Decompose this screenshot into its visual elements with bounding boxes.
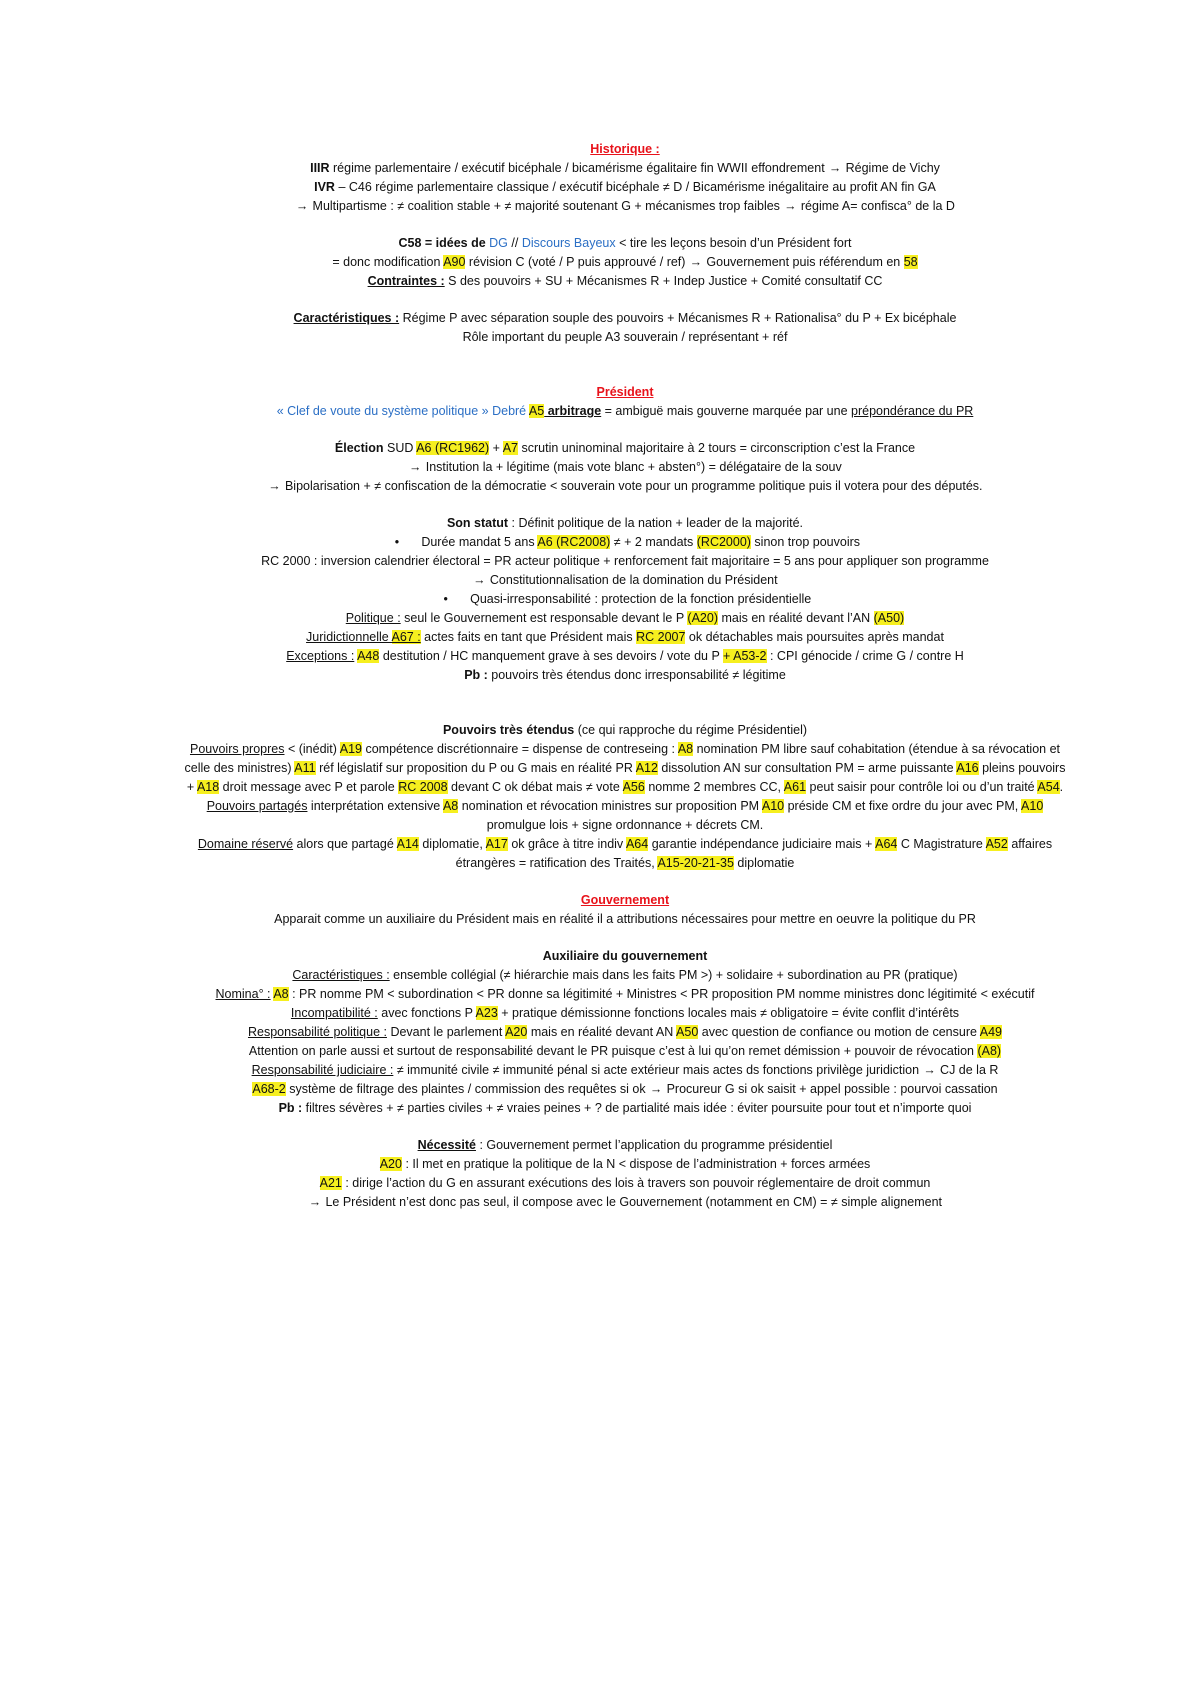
historique-line-1: IIIR régime parlementaire / exécutif bicéphale / bicamérisme égalitaire fin WWII effondrement → Régime de Vichy bbox=[180, 159, 1070, 178]
gouvernement-line-11: A20 : Il met en pratique la politique de la N < dispose de l’administration + forces armées bbox=[379, 1157, 871, 1171]
president-line-5: Son statut : Définit politique de la nation + leader de la majorité. bbox=[446, 516, 804, 530]
gouvernement-line-5: Responsabilité politique : Devant le parlement A20 mais en réalité devant AN A50 avec question de confiance ou motion de censure A49 bbox=[247, 1025, 1002, 1039]
historique-line-6: Contraintes : S des pouvoirs + SU + Mécanismes R + Indep Justice + Comité consultatif CC bbox=[367, 274, 883, 288]
section-title-historique: Historique : bbox=[590, 142, 660, 156]
historique-line-4: C58 = idées de DG // Discours Bayeux < tire les leçons besoin d’un Président fort bbox=[398, 236, 852, 250]
gouvernement-line-3: Nomina° : A8 : PR nomme PM < subordination < PR donne sa légitimité + Ministres < PR proposition PM nomme ministres donc légitimité < exécutif bbox=[215, 987, 1035, 1001]
section-title-president: Président bbox=[596, 385, 654, 399]
gouvernement-subtitle: Auxiliaire du gouvernement bbox=[542, 949, 708, 963]
arrow-right-icon: → bbox=[689, 255, 703, 269]
president-line-13: Pb : pouvoirs très étendus donc irresponsabilité ≠ légitime bbox=[464, 668, 786, 682]
president-line-8: → Constitutionnalisation de la domination du Président bbox=[180, 571, 1070, 590]
bullet-icon: • bbox=[443, 592, 448, 606]
arrow-right-icon: → bbox=[649, 1082, 663, 1096]
president-line-3: → Institution la + légitime (mais vote blanc + absten°) = délégataire de la souv bbox=[180, 458, 1070, 477]
historique-line-3: → Multipartisme : ≠ coalition stable + ≠ majorité soutenant G + mécanismes trop faibles → régime A= confisca° de la D bbox=[180, 197, 1070, 216]
historique-line-8: Rôle important du peuple A3 souverain / représentant + réf bbox=[462, 330, 788, 344]
section-title-gouvernement: Gouvernement bbox=[580, 893, 670, 907]
arrow-right-icon: → bbox=[308, 1195, 322, 1209]
president-line-9: • Quasi-irresponsabilité : protection de la fonction présidentielle bbox=[180, 590, 1070, 609]
pouvoirs-propres-paragraph: Pouvoirs propres < (inédit) A19 compétence discrétionnaire = dispense de contreseing : A8 nomination PM libre sauf cohabitation (étendue à sa révocation et celle des ministres) A11 réf législatif sur proposition du P ou G mais en réalité PR A12 dissolution AN sur consultation PM = arme puissante A16 pleins pouvoirs + A18 droit message avec P et parole RC 2008 devant C ok débat mais ≠ vote A56 nomme 2 membres CC, A61 peut saisir pour contrôle loi ou d’un traité A54. bbox=[184, 742, 1066, 794]
arrow-right-icon: → bbox=[473, 573, 486, 587]
president-line-1: « Clef de voute du système politique » Debré A5 arbitrage = ambiguë mais gouverne marquée par une prépondérance du PR bbox=[276, 404, 974, 418]
arrow-right-icon: → bbox=[295, 199, 309, 213]
historique-line-7: Caractéristiques : Régime P avec séparation souple des pouvoirs + Mécanismes R + Rationalisa° du P + Ex bicéphale bbox=[293, 311, 957, 325]
gouvernement-line-2: Caractéristiques : ensemble collégial (≠ hiérarchie mais dans les faits PM >) + solidaire + subordination au PR (pratique) bbox=[292, 968, 958, 982]
arrow-right-icon: → bbox=[268, 479, 281, 493]
pouvoirs-title: Pouvoirs très étendus (ce qui rapproche du régime Présidentiel) bbox=[442, 723, 808, 737]
arrow-right-icon: → bbox=[923, 1063, 936, 1077]
gouvernement-line-1: Apparait comme un auxiliaire du Président mais en réalité il a attributions nécessaires pour mettre en oeuvre la politique du PR bbox=[274, 912, 976, 926]
gouvernement-line-10: Nécessité : Gouvernement permet l’application du programme présidentiel bbox=[417, 1138, 833, 1152]
gouvernement-line-6: Attention on parle aussi et surtout de responsabilité devant le PR puisque c’est à lui qu’on remet démission + pouvoir de révocation (A8) bbox=[248, 1044, 1002, 1058]
gouvernement-line-7: Responsabilité judiciaire : ≠ immunité civile ≠ immunité pénal si acte extérieur mais actes ds fonctions privilège juridiction → CJ de la R bbox=[180, 1061, 1070, 1080]
gouvernement-line-9: Pb : filtres sévères + ≠ parties civiles + ≠ vraies peines + ? de partialité mais idée : éviter poursuite pour tout et n’importe quoi bbox=[278, 1101, 972, 1115]
domaine-reserve-paragraph: Domaine réservé alors que partagé A14 diplomatie, A17 ok grâce à titre indiv A64 garantie indépendance judiciaire mais + A64 C Magistrature A52 affaires étrangères = ratification des Traités, A15-20-21-35 diplomatie bbox=[197, 837, 1053, 870]
president-line-2: Élection SUD A6 (RC1962) + A7 scrutin uninominal majoritaire à 2 tours = circonscription c’est la France bbox=[334, 441, 916, 455]
gouvernement-line-12: A21 : dirige l’action du G en assurant exécutions des lois à travers son pouvoir réglementaire de droit commun bbox=[319, 1176, 931, 1190]
president-line-12: Exceptions : A48 destitution / HC manquement grave à ses devoirs / vote du P + A53-2 : CPI génocide / crime G / contre H bbox=[286, 649, 964, 663]
historique-line-2: IVR – C46 régime parlementaire classique / exécutif bicéphale ≠ D / Bicamérisme inégalitaire au profit AN fin GA bbox=[314, 180, 936, 194]
pouvoirs-partages-paragraph: Pouvoirs partagés interprétation extensive A8 nomination et révocation ministres sur proposition PM A10 préside CM et fixe ordre du jour avec PM, A10 promulgue lois + signe ordonnance + décrets CM. bbox=[206, 799, 1044, 832]
gouvernement-line-4: Incompatibilité : avec fonctions P A23 + pratique démissionne fonctions locales mais ≠ obligatoire = évite conflit d’intérêts bbox=[290, 1006, 960, 1020]
arrow-right-icon: → bbox=[409, 460, 422, 474]
president-line-10: Politique : seul le Gouvernement est responsable devant le P (A20) mais en réalité devant l’AN (A50) bbox=[345, 611, 905, 625]
president-line-11: Juridictionnelle A67 : actes faits en tant que Président mais RC 2007 ok détachables mais poursuites après mandat bbox=[306, 630, 944, 644]
bullet-icon: • bbox=[394, 535, 400, 549]
historique-line-5: = donc modification A90 révision C (voté / P puis approuvé / ref) → Gouvernement puis référendum en 58 bbox=[180, 253, 1070, 272]
document-page bbox=[180, 140, 1070, 1212]
arrow-right-icon: → bbox=[784, 199, 797, 213]
president-line-7: RC 2000 : inversion calendrier électoral = PR acteur politique + renforcement fait majoritaire = 5 ans pour appliquer son programme bbox=[261, 554, 989, 568]
arrow-right-icon: → bbox=[828, 161, 842, 175]
president-line-6: • Durée mandat 5 ans A6 (RC2008) ≠ + 2 mandats (RC2000) sinon trop pouvoirs bbox=[180, 533, 1070, 552]
gouvernement-line-13: → Le Président n’est donc pas seul, il compose avec le Gouvernement (notamment en CM) = ≠ simple alignement bbox=[180, 1193, 1070, 1212]
president-line-4: → Bipolarisation + ≠ confiscation de la démocratie < souverain vote pour un programme politique puis il votera pour des députés. bbox=[180, 477, 1070, 496]
gouvernement-line-8: A68-2 système de filtrage des plaintes / commission des requêtes si ok → Procureur G si ok saisit + appel possible : pourvoi cassation bbox=[180, 1080, 1070, 1099]
